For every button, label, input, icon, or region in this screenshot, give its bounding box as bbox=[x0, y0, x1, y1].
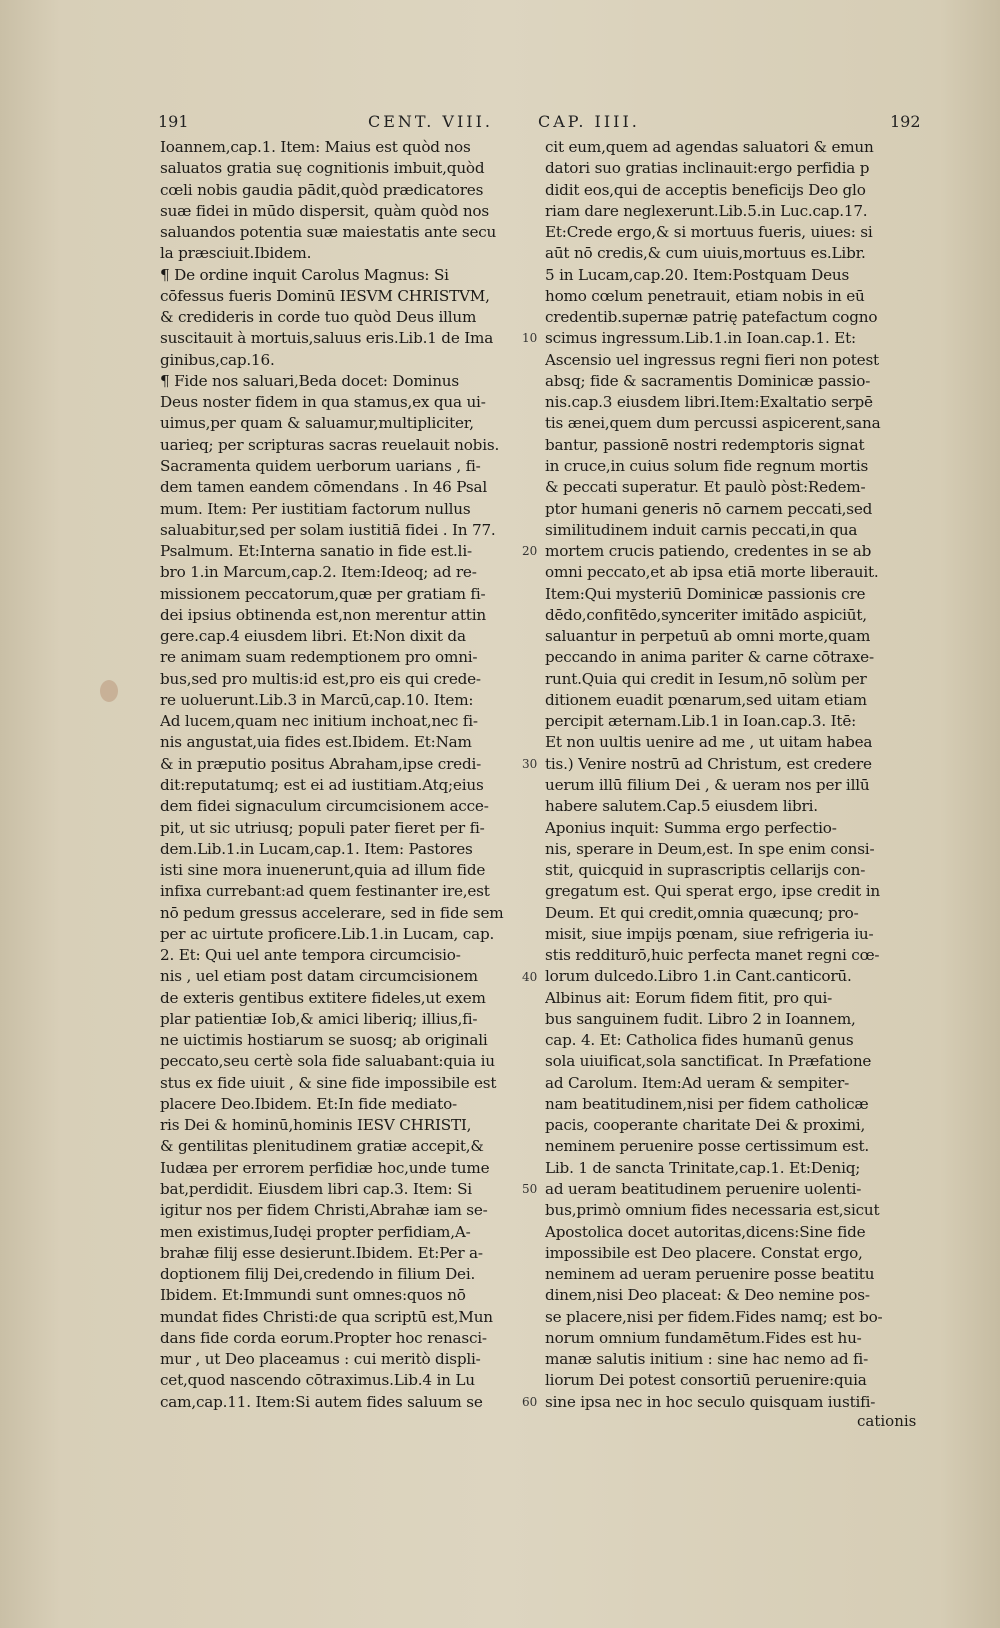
text-line: percipit æternam.Lib.1 in Ioan.cap.3. Itē: bbox=[545, 712, 857, 731]
text-line: nam beatitudinem,nisi per fidem catholicæ bbox=[545, 1094, 869, 1113]
text-line: riam dare neglexerunt.Lib.5.in Luc.cap.17. bbox=[545, 201, 868, 220]
text-line: ditionem euadit pœnarum,sed uitam etiam bbox=[545, 690, 867, 709]
text-line: isti sine mora inuenerunt,quia ad illum fide bbox=[160, 861, 486, 880]
line-number: 10 bbox=[522, 331, 538, 346]
text-line: cam,cap.11. Item:Si autem fides saluum se bbox=[160, 1392, 483, 1411]
text-line: bro 1.in Marcum,cap.2. Item:Ideoq; ad re- bbox=[160, 563, 477, 582]
text-line: ¶ De ordine inquit Carolus Magnus: Si bbox=[160, 265, 449, 284]
text-line: dēdo,confitēdo,synceriter imitādo aspiciūt, bbox=[545, 605, 867, 624]
text-line: saluatos gratia suę cognitionis imbuit,quòd bbox=[160, 159, 485, 178]
text-line: per ac uirtute proficere.Lib.1.in Lucam, cap. bbox=[160, 924, 495, 943]
page-number-left: 191 bbox=[158, 112, 189, 131]
text-line: la præsciuit.Ibidem. bbox=[160, 244, 312, 263]
text-line: Psalmum. Et:Interna sanatio in fide est.li- bbox=[160, 542, 472, 561]
text-line: uimus,per quam & saluamur,multipliciter, bbox=[160, 414, 474, 433]
text-line: & credideris in corde tuo quòd Deus illum bbox=[160, 308, 477, 327]
text-line: brahæ filij esse desierunt.Ibidem. Et:Per a- bbox=[160, 1243, 483, 1262]
text-line: plar patientiæ Iob,& amici liberiq; illius,fi- bbox=[160, 1009, 478, 1028]
text-line: pacis, cooperante charitate Dei & proximi, bbox=[545, 1116, 866, 1135]
page-number-right: 192 bbox=[890, 112, 921, 131]
text-line: aūt nō credis,& cum uiuis,mortuus es.Libr. bbox=[545, 244, 866, 263]
line-number: 60 bbox=[522, 1394, 538, 1409]
text-line: ¶ Fide nos saluari,Beda docet: Dominus bbox=[160, 371, 459, 390]
text-line: infixa currebant:ad quem festinanter ire,est bbox=[160, 882, 490, 901]
text-line: saluantur in perpetuū ab omni morte,quam bbox=[545, 627, 871, 646]
text-line: igitur nos per fidem Christi,Abrahæ iam se- bbox=[160, 1201, 488, 1220]
text-line: habere salutem.Cap.5 eiusdem libri. bbox=[545, 797, 818, 816]
text-line: cit eum,quem ad agendas saluatori & emun bbox=[545, 138, 874, 156]
ink-smudge bbox=[100, 680, 118, 702]
text-line: dit:reputatumq; est ei ad iustitiam.Atq;eius bbox=[160, 775, 484, 794]
text-line: in cruce,in cuius solum fide regnum mortis bbox=[545, 456, 869, 475]
text-line: stit, quicquid in suprascriptis cellarijs con- bbox=[545, 861, 866, 880]
text-line: Lib. 1 de sancta Trinitate,cap.1. Et:Deniq; bbox=[545, 1158, 861, 1177]
text-line: Deus noster fidem in qua stamus,ex qua ui- bbox=[160, 393, 486, 412]
text-line: dem tamen eandem cōmendans . In 46 Psal bbox=[160, 478, 487, 497]
text-line: & in præputio positus Abraham,ipse credi- bbox=[160, 754, 482, 773]
text-line: mur , ut Deo placeamus : cui meritò displi- bbox=[160, 1350, 481, 1369]
text-line: bus,sed pro multis:id est,pro eis qui crede- bbox=[160, 669, 481, 688]
text-line: Ibidem. Et:Immundi sunt omnes:quos nō bbox=[160, 1286, 466, 1305]
text-line: credentib.supernæ patrię patefactum cogno bbox=[545, 308, 878, 327]
text-line: neminem ad ueram peruenire posse beatitu bbox=[545, 1265, 875, 1284]
text-line: nis , uel etiam post datam circumcisionem bbox=[160, 967, 478, 986]
text-line: tis ænei,quem dum percussi aspicerent,sana bbox=[545, 414, 881, 433]
text-line: dem.Lib.1.in Lucam,cap.1. Item: Pastores bbox=[160, 839, 473, 858]
text-line: manæ salutis initium : sine hac nemo ad fi- bbox=[545, 1350, 868, 1369]
text-line: stus ex fide uiuit , & sine fide impossibile est bbox=[160, 1073, 497, 1092]
line-number: 40 bbox=[522, 969, 538, 984]
text-line: Aponius inquit: Summa ergo perfectio- bbox=[545, 818, 837, 837]
text-line: runt.Quia qui credit in Iesum,nō solùm per bbox=[545, 669, 867, 688]
text-line: stis redditurō,huic perfecta manet regni cœ- bbox=[545, 946, 880, 965]
catchword: cationis bbox=[857, 1412, 917, 1430]
running-title-right: CAP. IIII. bbox=[538, 112, 640, 131]
text-line: Ad lucem,quam nec initium inchoat,nec fi- bbox=[160, 712, 478, 731]
text-line: nō pedum gressus accelerare, sed in fide sem bbox=[160, 903, 504, 922]
text-line: Et non uultis uenire ad me , ut uitam habea bbox=[545, 733, 873, 752]
text-line: men existimus,Iudęi propter perfidiam,A- bbox=[160, 1222, 471, 1241]
text-line: mortem crucis patiendo, credentes in se ab bbox=[545, 542, 872, 561]
text-line: bus sanguinem fudit. Libro 2 in Ioannem, bbox=[545, 1009, 856, 1028]
text-line: Sacramenta quidem uerborum uarians , fi- bbox=[160, 456, 481, 475]
text-line: Et:Crede ergo,& si mortuus fueris, uiues: si bbox=[545, 223, 873, 242]
text-line: doptionem filij Dei,credendo in filium Dei. bbox=[160, 1265, 476, 1284]
text-line: nis angustat,uia fides est.Ibidem. Et:Nam bbox=[160, 733, 472, 752]
text-line: se placere,nisi per fidem.Fides namq; est bo- bbox=[545, 1307, 883, 1326]
text-line: ad ueram beatitudinem peruenire uolenti- bbox=[545, 1180, 862, 1199]
text-line: Deum. Et qui credit,omnia quæcunq; pro- bbox=[545, 903, 859, 922]
text-line: liorum Dei potest consortiū peruenire:quia bbox=[545, 1371, 867, 1390]
text-line: re uoluerunt.Lib.3 in Marcū,cap.10. Item: bbox=[160, 690, 474, 709]
text-line: neminem peruenire posse certissimum est. bbox=[545, 1137, 870, 1156]
text-line: 2. Et: Qui uel ante tempora circumcisio- bbox=[160, 946, 461, 965]
text-line: bat,perdidit. Eiusdem libri cap.3. Item: Si bbox=[160, 1180, 472, 1199]
text-line: Albinus ait: Eorum fidem fitit, pro qui- bbox=[545, 988, 833, 1007]
text-line: dinem,nisi Deo placeat: & Deo nemine pos- bbox=[545, 1286, 870, 1305]
line-number: 20 bbox=[522, 544, 538, 559]
text-line: homo cœlum penetrauit, etiam nobis in eū bbox=[545, 286, 865, 305]
text-line: placere Deo.Ibidem. Et:In fide mediato- bbox=[160, 1094, 457, 1113]
text-line: Item:Qui mysteriū Dominicæ passionis cre bbox=[545, 584, 866, 603]
text-line: similitudinem induit carnis peccati,in qua bbox=[545, 520, 858, 539]
text-line: Ioannem,cap.1. Item: Maius est quòd nos bbox=[160, 138, 471, 156]
text-line: Apostolica docet autoritas,dicens:Sine fide bbox=[545, 1222, 866, 1241]
text-line: bus,primò omnium fides necessaria est,sicut bbox=[545, 1201, 880, 1220]
text-line: saluabitur,sed per solam iustitiā fidei . In 77. bbox=[160, 520, 496, 539]
text-line: dei ipsius obtinenda est,non merentur attin bbox=[160, 605, 486, 624]
text-line: gere.cap.4 eiusdem libri. Et:Non dixit da bbox=[160, 627, 466, 646]
line-number: 30 bbox=[522, 756, 538, 771]
left-text-column bbox=[160, 137, 512, 1413]
text-line: nis.cap.3 eiusdem libri.Item:Exaltatio serpē bbox=[545, 393, 873, 412]
text-line: peccando in anima pariter & carne cōtraxe- bbox=[545, 648, 874, 667]
text-line: & gentilitas plenitudinem gratiæ accepit,& bbox=[160, 1137, 484, 1156]
text-line: ginibus,cap.16. bbox=[160, 350, 275, 369]
text-line: suæ fidei in mūdo dispersit, quàm quòd nos bbox=[160, 201, 489, 220]
text-line: re animam suam redemptionem pro omni- bbox=[160, 648, 478, 667]
right-text-column bbox=[545, 137, 897, 1413]
text-line: pit, ut sic utriusq; populi pater fieret per fi- bbox=[160, 818, 485, 837]
text-line: gregatum est. Qui sperat ergo, ipse credit in bbox=[545, 882, 880, 901]
text-line: mum. Item: Per iustitiam factorum nullus bbox=[160, 499, 471, 518]
text-line: Iudæa per errorem perfidiæ hoc,unde tume bbox=[160, 1158, 490, 1177]
text-line: de exteris gentibus extitere fideles,ut exem bbox=[160, 988, 486, 1007]
text-line: ris Dei & hominū,hominis IESV CHRISTI, bbox=[160, 1116, 472, 1135]
text-line: peccato,seu certè sola fide saluabant:quia iu bbox=[160, 1052, 495, 1071]
text-line: cœli nobis gaudia pādit,quòd prædicatores bbox=[160, 180, 484, 199]
text-line: omni peccato,et ab ipsa etiā morte liberauit. bbox=[545, 563, 879, 582]
text-line: ne uictimis hostiarum se suosq; ab originali bbox=[160, 1031, 488, 1050]
text-line: suscitauit à mortuis,saluus eris.Lib.1 de Ima bbox=[160, 329, 494, 348]
text-line: Ascensio uel ingressus regni fieri non potest bbox=[545, 350, 879, 369]
text-line: lorum dulcedo.Libro 1.in Cant.canticorū. bbox=[545, 967, 852, 986]
text-line: uerum illū filium Dei , & ueram nos per illū bbox=[545, 775, 870, 794]
text-line: cap. 4. Et: Catholica fides humanū genus bbox=[545, 1031, 854, 1050]
text-line: impossibile est Deo placere. Constat ergo, bbox=[545, 1243, 863, 1262]
text-line: scimus ingressum.Lib.1.in Ioan.cap.1. Et: bbox=[545, 329, 856, 348]
text-line: sola uiuificat,sola sanctificat. In Præfatione bbox=[545, 1052, 872, 1071]
text-line: dem fidei signaculum circumcisionem acce- bbox=[160, 797, 489, 816]
text-line: 5 in Lucam,cap.20. Item:Postquam Deus bbox=[545, 265, 850, 284]
text-line: uarieq; per scripturas sacras reuelauit nobis. bbox=[160, 435, 500, 454]
text-line: ad Carolum. Item:Ad ueram & sempiter- bbox=[545, 1073, 850, 1092]
text-line: absq; fide & sacramentis Dominicæ passio- bbox=[545, 371, 871, 390]
text-line: & peccati superatur. Et paulò pòst:Redem- bbox=[545, 478, 866, 497]
text-line: bantur, passionē nostri redemptoris signat bbox=[545, 435, 865, 454]
text-line: didit eos,qui de acceptis beneficijs Deo glo bbox=[545, 180, 866, 199]
text-line: cet,quod nascendo cōtraximus.Lib.4 in Lu bbox=[160, 1371, 475, 1390]
running-header bbox=[158, 112, 921, 136]
text-line: ptor humani generis nō carnem peccati,sed bbox=[545, 499, 873, 518]
text-line: missionem peccatorum,quæ per gratiam fi- bbox=[160, 584, 486, 603]
text-line: norum omnium fundamētum.Fides est hu- bbox=[545, 1328, 862, 1347]
text-line: tis.) Venire nostrū ad Christum, est credere bbox=[545, 754, 872, 773]
text-line: dans fide corda eorum.Propter hoc renasci- bbox=[160, 1328, 487, 1347]
line-number: 50 bbox=[522, 1182, 538, 1197]
running-title-left: CENT. VIII. bbox=[368, 112, 494, 131]
text-line: mundat fides Christi:de qua scriptū est,Mun bbox=[160, 1307, 493, 1326]
text-line: saluandos potentia suæ maiestatis ante secu bbox=[160, 223, 497, 242]
text-line: datori suo gratias inclinauit:ergo perfidia p bbox=[545, 159, 870, 178]
text-line: sine ipsa nec in hoc seculo quisquam iustifi- bbox=[545, 1392, 876, 1411]
text-line: misit, siue impijs pœnam, siue refrigeria iu- bbox=[545, 924, 874, 943]
text-line: nis, sperare in Deum,est. In spe enim consi- bbox=[545, 839, 875, 858]
text-line: cōfessus fueris Dominū IESVM CHRISTVM, bbox=[160, 286, 490, 305]
